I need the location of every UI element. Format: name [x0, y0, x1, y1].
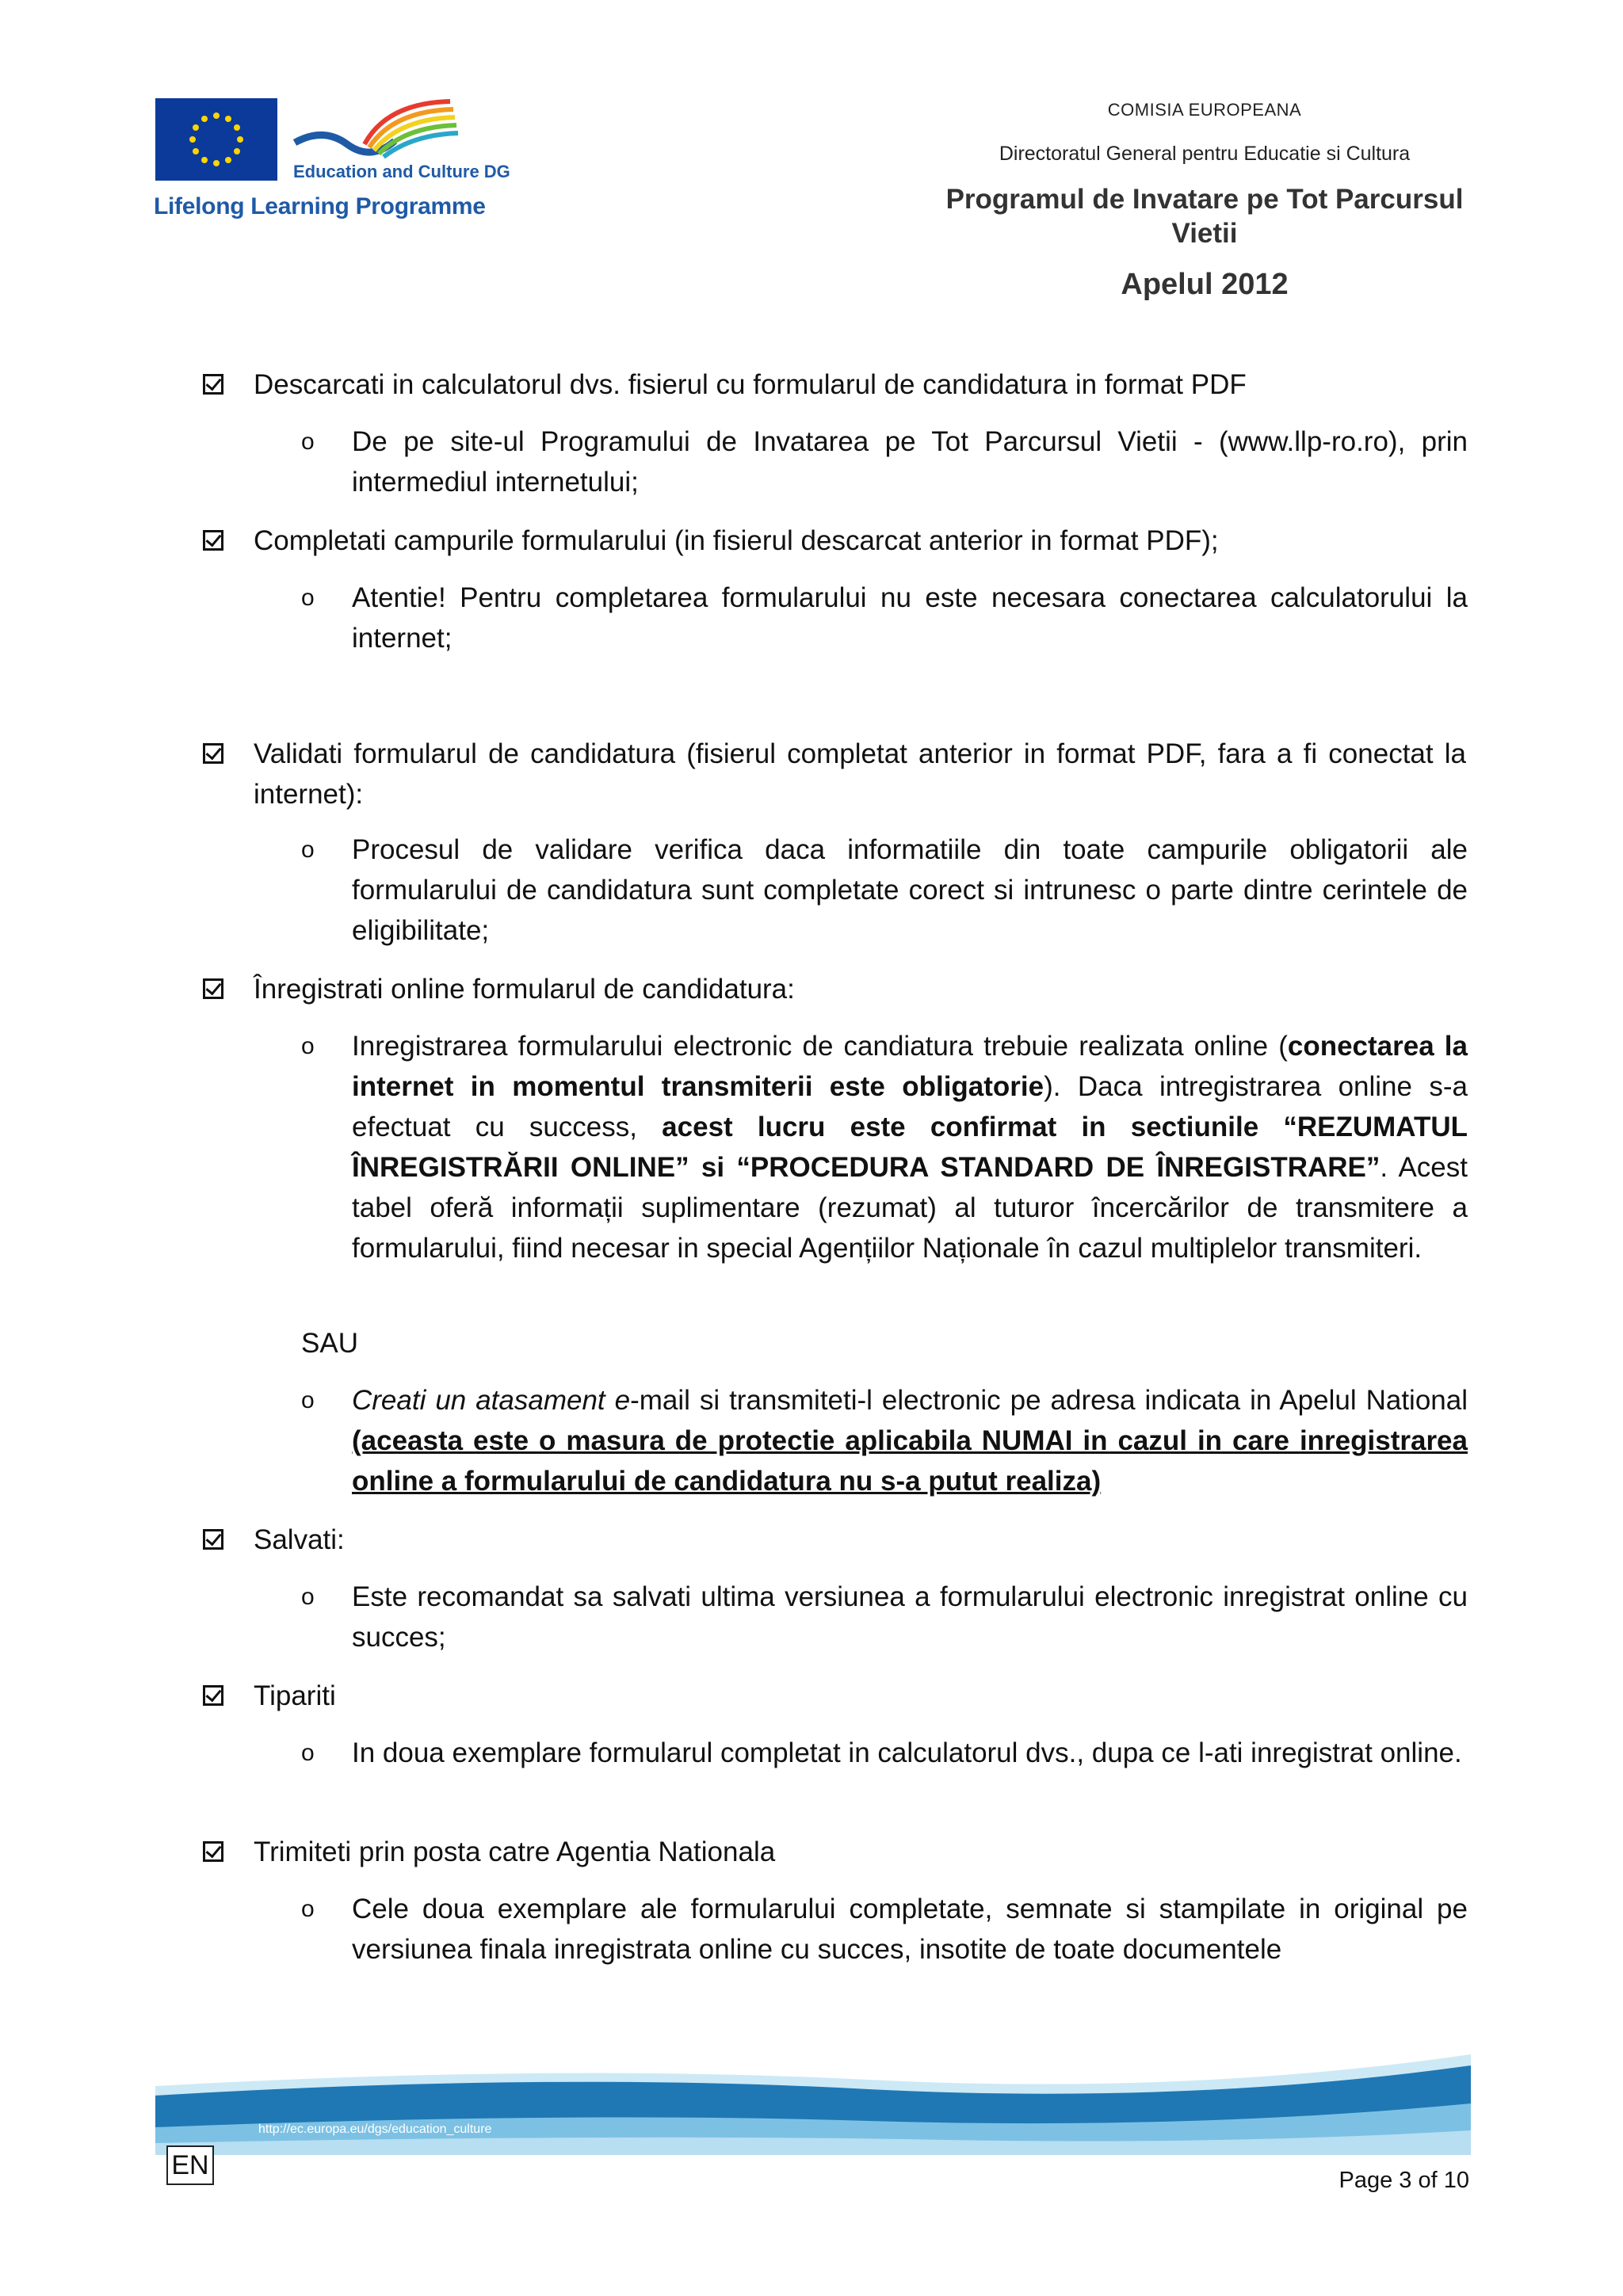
language-badge: EN	[166, 2145, 214, 2185]
step-text: Trimiteti prin posta catre Agentia Nationala	[254, 1836, 776, 1867]
sub-text: De pe site-ul Programului de Invatarea pe Tot Parcursul Vietii - (www.llp-ro.ro), prin intermediul internetului;	[352, 426, 1468, 498]
checkbox-icon	[203, 1841, 223, 1862]
step-text: Descarcati in calculatorul dvs. fisierul cu formularul de candidatura in format PDF	[254, 369, 1247, 400]
directorate-title: Directoratul General pentru Educatie si Cultura	[999, 143, 1411, 165]
bullet-icon: o	[301, 1740, 315, 1766]
checkbox-icon	[203, 374, 223, 395]
call-title: Apelul 2012	[1121, 268, 1289, 301]
checkbox-icon	[203, 743, 223, 764]
sub-text: Cele doua exemplare ale formularului completate, semnate si stampilate in original pe versiunea finala inregistrata online cu succes, insotite de toate documentele	[352, 1894, 1468, 1965]
programme-logo-label: Lifelong Learning Programme	[154, 193, 486, 219]
sub-text: Atentie! Pentru completarea formularului nu este necesara conectarea calculatorului la internet;	[352, 582, 1468, 654]
checkbox-icon	[203, 1529, 223, 1550]
programme-title: Programul de Invatare pe Tot Parcursul Vietii	[945, 184, 1464, 249]
sub-text: Procesul de validare verifica daca informatiile din toate campurile obligatorii ale formularului de candidatura sunt completate corect si intrunesc o parte dintre cerintele de eligibilitate;	[352, 834, 1468, 946]
bullet-icon: o	[301, 1387, 315, 1413]
bullet-icon: o	[301, 1584, 315, 1610]
step-text: Salvati:	[254, 1524, 345, 1555]
step-text: Completati campurile formularului (in fisierul descarcat anterior in format PDF);	[254, 525, 1219, 556]
or-label: SAU	[301, 1328, 358, 1359]
checkbox-icon	[203, 530, 223, 551]
bullet-icon: o	[301, 1896, 315, 1922]
dg-label: Education and Culture DG	[293, 162, 510, 181]
bullet-icon: o	[301, 585, 315, 611]
sub-text: Creati un atasament e-mail si transmiteti-l electronic pe adresa indicata in Apelul National (aceasta este o masura de protectie aplicabila NUMAI in cazul in care inregistrarea online a formularului de candidatura nu s-a putut realiza)	[352, 1385, 1468, 1497]
eu-stars-icon	[155, 98, 277, 181]
sub-text: Este recomandat sa salvati ultima versiunea a formularului electronic inregistrat online cu succes;	[352, 1581, 1468, 1653]
bullet-icon: o	[301, 429, 315, 455]
step-text: Înregistrati online formularul de candidatura:	[254, 974, 795, 1005]
bullet-icon: o	[301, 837, 315, 863]
bullet-icon: o	[301, 1033, 315, 1059]
sub-text: Inregistrarea formularului electronic de candiatura trebuie realizata online (conectarea la internet in momentul transmiterii este obligatorie). Daca intregistrarea online s-a efectuat cu success, acest lucru este confirmat in sectiunile “REZUMATUL ÎNREGISTRĂRII ONLINE” si “PROCEDURA STANDARD DE ÎNREGISTRARE”. Acest tabel oferă informații suplimentare (rezumat) al tuturor încercărilor de transmitere a formularului, fiind necesar in special Agențiilor Naționale în cazul multiplelor transmiteri.	[352, 1031, 1468, 1264]
education-culture-swoosh-icon	[292, 95, 460, 166]
sub-text: In doua exemplare formularul completat in calculatorul dvs., dupa ce l-ati inregistrat online.	[352, 1737, 1462, 1768]
page-number: Page 3 of 10	[1338, 2168, 1469, 2193]
step-text: Validati formularul de candidatura (fisierul completat anterior in format PDF, fara a fi conectat la internet):	[254, 738, 1466, 810]
step-text: Tipariti	[254, 1680, 336, 1711]
checkbox-icon	[203, 978, 223, 999]
commission-title: COMISIA EUROPEANA	[1107, 100, 1302, 120]
footer-url-link[interactable]: http://ec.europa.eu/dgs/education_culture	[258, 2122, 492, 2136]
footer-wave-banner	[155, 2048, 1471, 2155]
checkbox-icon	[203, 1685, 223, 1706]
eu-flag-logo	[155, 98, 277, 181]
